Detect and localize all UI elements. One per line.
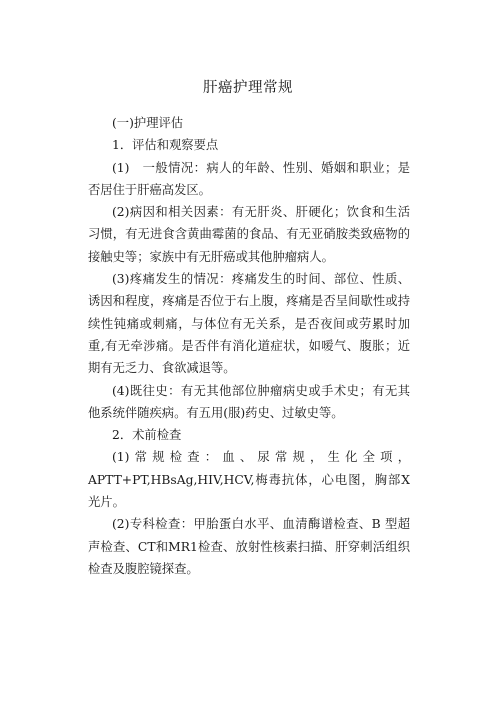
- section-heading-assessment: (一)护理评估: [112, 116, 184, 130]
- document-body: [88, 112, 410, 580]
- paragraph-general-condition: (1) 一般情况：病人的年龄、性别、婚姻和职业；是否居住于肝癌高发区。: [88, 160, 410, 197]
- document-title: 肝癌护理常规: [203, 80, 293, 96]
- paragraph-etiology: (2)病因和相关因素：有无肝炎、肝硬化；饮食和生活习惯，有无进食含黄曲霉菌的食品、有无亚硝胺类致癌物的接触史等；家族中有无肝癌或其他肿瘤病人。: [88, 205, 410, 264]
- subheading-preop-exams: 2．术前检查: [112, 428, 182, 443]
- paragraph-routine-exams: (1)常规检查：血、尿常规，生化全项，APTT+PT,HBsAg,HIV,HCV,梅毒抗体，心电图，胸部X光片。: [88, 450, 410, 510]
- paragraph-specialist-exams: (2)专科检查：甲胎蛋白水平、血清酶谱检查、B 型超声检查、CT和MR1检查、放射性核素扫描、肝穿刺活组织检查及腹腔镜探查。: [88, 517, 410, 576]
- paragraph-history: (4)既往史：有无其他部位肿瘤病史或手术史；有无其他系统伴随疾病。有五用(服)药史、过敏史等。: [88, 383, 410, 420]
- subheading-evaluation-points: 1．评估和观察要点: [112, 138, 219, 153]
- paragraph-pain: (3)疼痛发生的情况：疼痛发生的时间、部位、性质、诱因和程度，疼痛是否位于右上腹，疼痛是否呈间歇性或持续性钝痛或刺痛，与体位有无关系，是否夜间或劳累时加重,有无牵涉痛。是否伴有消化道症状，如嗳气、腹胀；近期有无乏力、食欲减退等。: [88, 272, 410, 376]
